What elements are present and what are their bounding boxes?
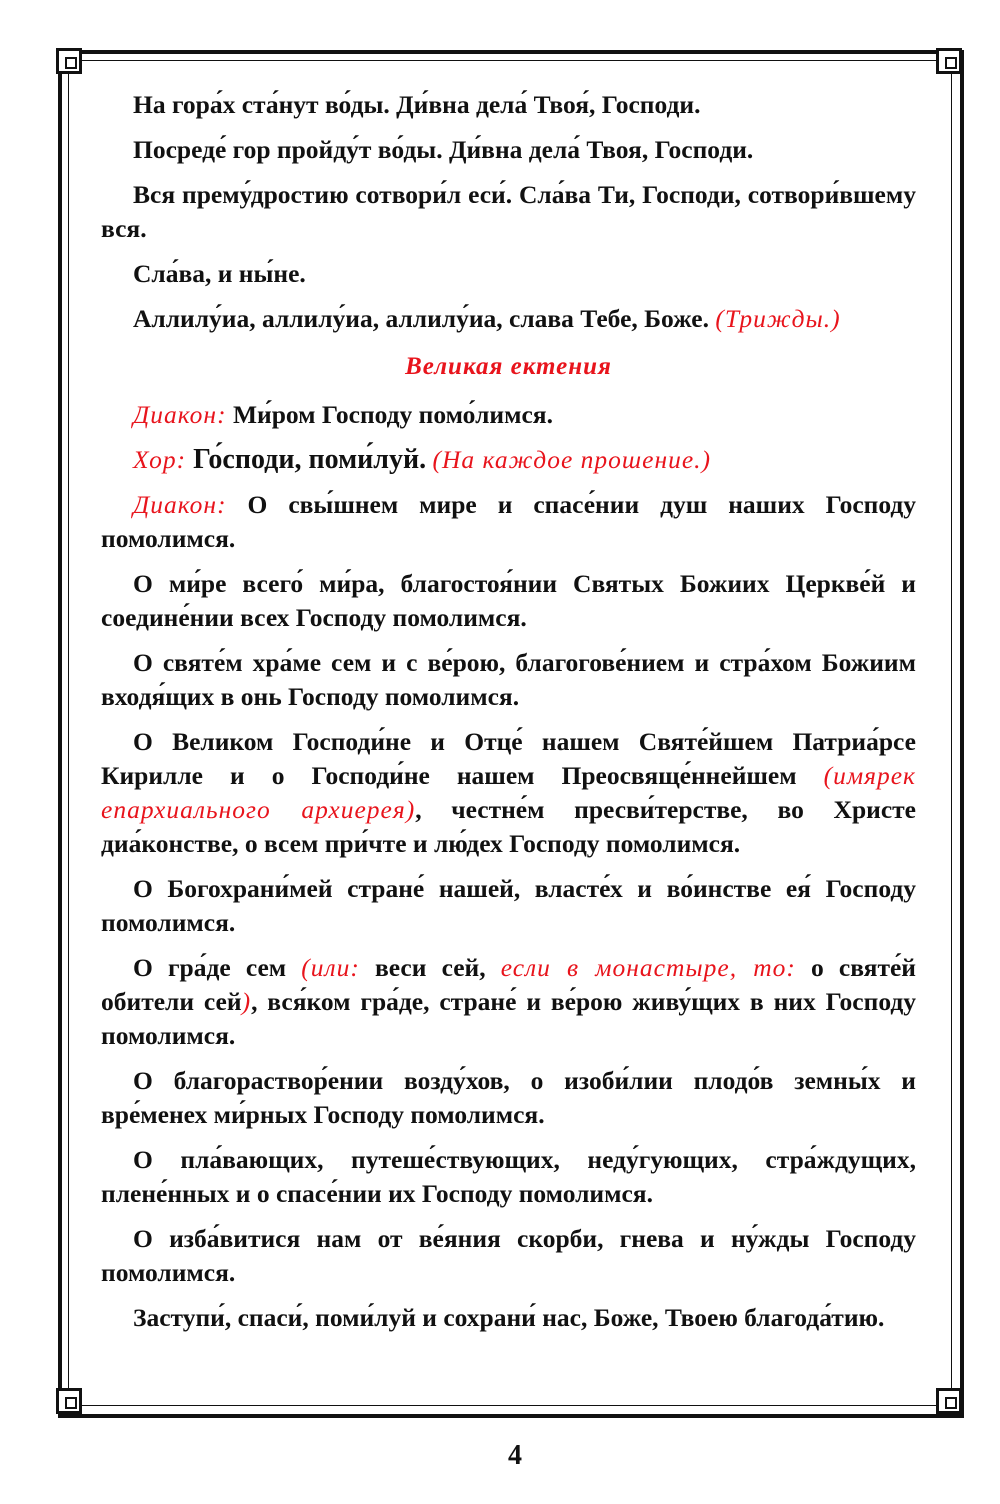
rubric: (или: (301, 953, 360, 982)
rubric: ) (241, 987, 252, 1016)
paragraph (101, 488, 916, 556)
paragraph (101, 951, 916, 1053)
text: О свы́шнем мире и спасе́нии душ наших Господу помолимся. (101, 490, 916, 553)
rubric: (имярек епархиального архиерея) (101, 761, 916, 824)
paragraph: О пла́вающих, путеше́ствующих, неду́гующих, стра́ждущих, плене́нных и о спасе́нии их Господу помолимся. (101, 1145, 916, 1208)
text: , вся́ком гра́де, стране́ и ве́рою живу́щих в них Господу помолимся. (101, 987, 916, 1050)
paragraph (101, 302, 916, 336)
paragraph: Сла́ва, и ны́не. (133, 259, 306, 288)
page-number: 4 (508, 1440, 522, 1471)
text: , честне́м пресви́терстве, во Христе диа́констве, о всем при́чте и лю́дех Господу помолимся. (101, 795, 916, 858)
page-content (101, 88, 916, 1346)
paragraph: О ми́ре всего́ ми́ра, благостоя́нии Святых Божиих Церкве́й и соедине́нии всех Господу помолимся. (101, 569, 916, 632)
text: о святе́й обители сей (101, 953, 916, 1016)
text: Го́споди, поми́луй. (186, 444, 427, 475)
corner-ornament (56, 1388, 82, 1414)
corner-ornament (936, 48, 962, 74)
paragraph: О изба́витися нам от ве́яния скорби, гнева и ну́жды Господу помолимся. (101, 1224, 916, 1287)
rubric: (На каждое прошение.) (432, 445, 712, 474)
rubric-choir: Хор: (133, 445, 187, 474)
text: Аллилу́иа, аллилу́иа, аллилу́иа, слава Тебе, Боже. (133, 304, 709, 333)
text: О Великом Господи́не и Отце́ нашем Святе́йшем Патриа́рсе Кирилле и о Господи́не нашем Преосвяще́ннейшем (101, 727, 916, 790)
rubric: если в монастыре, то: (500, 953, 796, 982)
text: веси сей, (359, 953, 501, 982)
paragraph: О благораствор́ении возду́хов, о изоби́лии плодо́в земны́х и вре́менех ми́рных Господу помолимся. (101, 1066, 916, 1129)
paragraph: О Богохрани́мей стране́ нашей, власте́х и во́инстве ея́ Господу помолимся. (101, 874, 916, 937)
text: Ми́ром Господу помо́лимся. (226, 400, 553, 429)
paragraph (101, 398, 916, 432)
rubric: (Трижды.) (715, 304, 841, 333)
rubric-deacon: Диакон: (133, 400, 227, 429)
paragraph: Вся прему́дростию сотвори́л еси́. Сла́ва Ти, Господи, сотвори́вшему вся. (101, 180, 916, 243)
text: О гра́де сем (133, 953, 302, 982)
paragraph (101, 443, 916, 477)
paragraph: На гора́х ста́нут во́ды. Ди́вна дела́ Твоя́, Господи. (133, 90, 701, 119)
corner-ornament (936, 1388, 962, 1414)
rubric-deacon: Диакон: (133, 490, 227, 519)
paragraph (101, 725, 916, 861)
paragraph: О святе́м хра́ме сем и с ве́рою, благогове́нием и стра́хом Божиим входя́щих в онь Господу помолимся. (101, 648, 916, 711)
paragraph: Заступи́, спаси́, поми́луй и сохрани́ нас, Боже, Твоею благода́тию. (133, 1303, 885, 1332)
corner-ornament (56, 48, 82, 74)
paragraph: Посреде́ гор пройду́т во́ды. Ди́вна дела́ Твоя, Господи. (133, 135, 754, 164)
section-heading: Великая ектения (405, 353, 612, 380)
